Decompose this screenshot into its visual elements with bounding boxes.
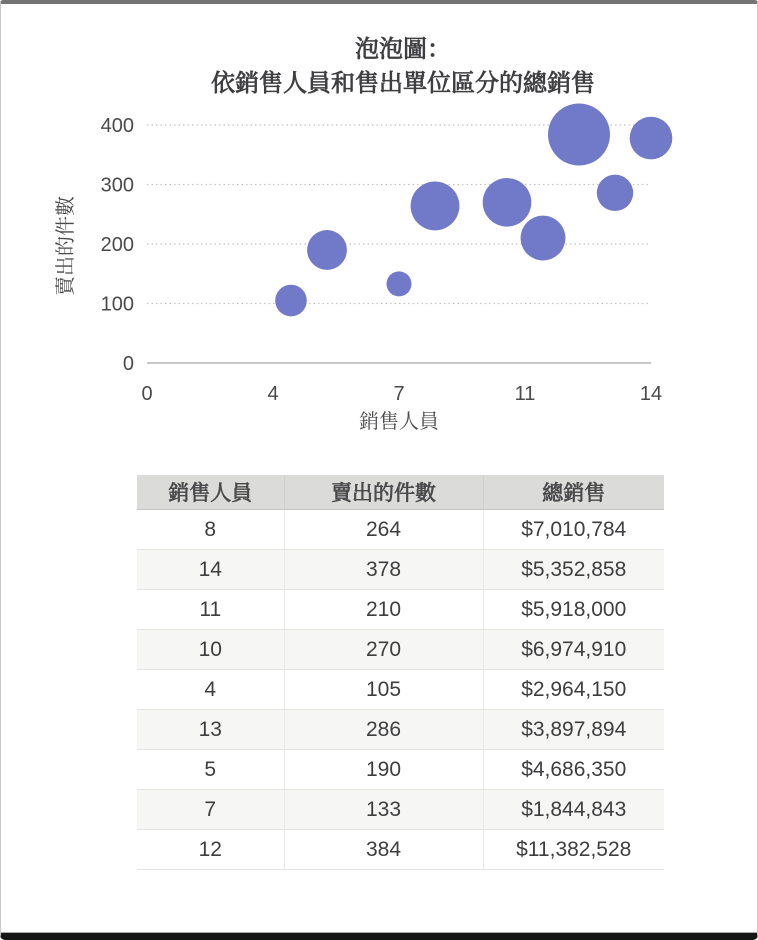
table-cell[interactable]: 133 xyxy=(284,790,483,830)
table-row xyxy=(137,750,664,790)
table-cell[interactable]: $3,897,894 xyxy=(483,710,664,750)
table-cell[interactable]: 105 xyxy=(284,670,483,710)
table-cell[interactable]: $11,382,528 xyxy=(483,830,664,870)
bubble-chart[interactable] xyxy=(1,4,758,452)
bubble[interactable] xyxy=(387,271,412,296)
x-axis-title: 銷售人員 xyxy=(359,411,439,433)
table-cell[interactable]: $2,964,150 xyxy=(483,670,664,710)
bubble[interactable] xyxy=(548,104,610,166)
table-cell[interactable]: 8 xyxy=(137,510,284,550)
table-cell[interactable]: 286 xyxy=(284,710,483,750)
table-cell[interactable]: $5,918,000 xyxy=(483,590,664,630)
table-header-row xyxy=(137,475,664,510)
y-axis-title: 賣出的件數 xyxy=(55,196,77,296)
table-cell[interactable]: 4 xyxy=(137,670,284,710)
bubble-series[interactable] xyxy=(275,104,672,317)
bubble[interactable] xyxy=(630,117,673,160)
column-header-total-sales[interactable]: 總銷售 xyxy=(483,475,664,510)
y-tick-label: 400 xyxy=(100,115,134,137)
column-header-salesperson[interactable]: 銷售人員 xyxy=(137,475,284,510)
x-tick-label: 4 xyxy=(267,383,279,405)
table-cell[interactable]: 10 xyxy=(137,630,284,670)
table-cell[interactable]: $6,974,910 xyxy=(483,630,664,670)
table-cell[interactable]: 264 xyxy=(284,510,483,550)
table-cell[interactable]: 210 xyxy=(284,590,483,630)
table-cell[interactable]: $5,352,858 xyxy=(483,550,664,590)
table-row xyxy=(137,790,664,830)
table-cell[interactable]: 384 xyxy=(284,830,483,870)
bubble[interactable] xyxy=(307,230,347,270)
y-axis-tick-labels xyxy=(101,115,134,375)
table-cell[interactable]: $1,844,843 xyxy=(483,790,664,830)
bubble[interactable] xyxy=(521,216,566,261)
x-tick-label: 0 xyxy=(141,383,153,405)
table-row xyxy=(137,670,664,710)
table-cell[interactable]: 7 xyxy=(137,790,284,830)
table-cell[interactable]: 5 xyxy=(137,750,284,790)
table-cell[interactable]: 14 xyxy=(137,550,284,590)
table-row xyxy=(137,590,664,630)
bubble[interactable] xyxy=(597,175,633,211)
y-tick-label: 200 xyxy=(100,234,134,256)
table-cell[interactable]: $4,686,350 xyxy=(483,750,664,790)
table-row xyxy=(137,830,664,870)
chart-title-line2: 依銷售人員和售出單位區分的總銷售 xyxy=(211,70,595,97)
x-tick-label: 7 xyxy=(393,383,405,405)
x-tick-label: 11 xyxy=(514,383,536,405)
table-cell[interactable]: 270 xyxy=(284,630,483,670)
table-cell[interactable]: 190 xyxy=(284,750,483,790)
y-tick-label: 100 xyxy=(100,293,134,316)
x-axis-tick-labels xyxy=(141,383,662,405)
table-cell[interactable]: 11 xyxy=(137,590,284,630)
table-row xyxy=(137,630,664,670)
table-row xyxy=(137,550,664,590)
x-tick-label: 14 xyxy=(639,383,663,405)
frame-bottom-hairline xyxy=(1,932,757,933)
bubble[interactable] xyxy=(411,182,460,231)
bubble[interactable] xyxy=(483,178,532,227)
table-cell[interactable]: 378 xyxy=(284,550,483,590)
table-row xyxy=(137,510,664,550)
table-cell[interactable]: 12 xyxy=(137,830,284,870)
column-header-units-sold[interactable]: 賣出的件數 xyxy=(284,475,483,510)
table-cell[interactable]: $7,010,784 xyxy=(483,510,664,550)
y-tick-label: 0 xyxy=(122,353,134,375)
table-cell[interactable]: 13 xyxy=(137,710,284,750)
bubble[interactable] xyxy=(275,285,307,317)
sales-data-table[interactable] xyxy=(137,475,664,870)
y-tick-label: 300 xyxy=(100,174,134,197)
chart-title-line1: 泡泡圖： xyxy=(355,36,451,63)
table-row xyxy=(137,710,664,750)
